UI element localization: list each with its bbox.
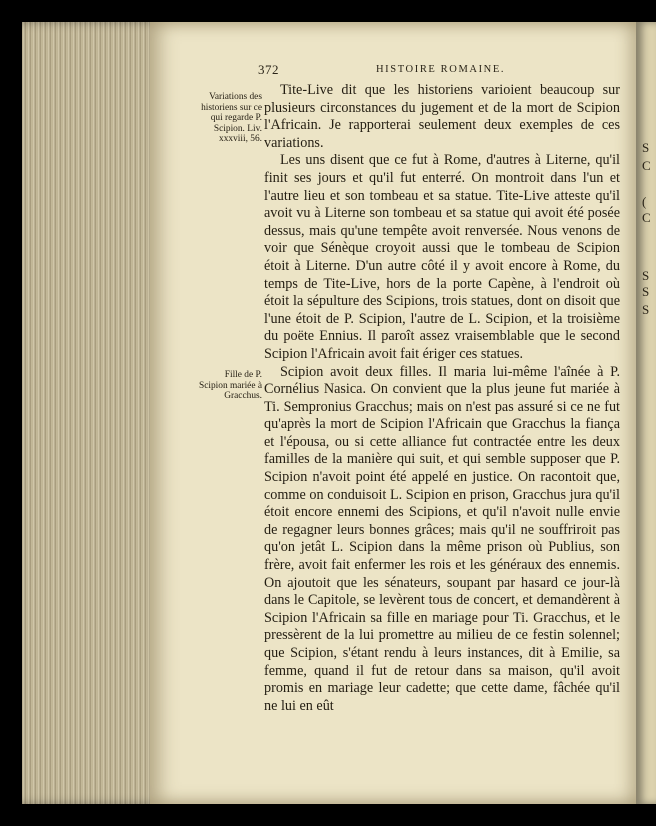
- facing-page-letter: S: [642, 284, 650, 299]
- body-text: [264, 82, 620, 715]
- facing-page-letter: (: [642, 194, 647, 209]
- facing-page-letter: C: [642, 210, 651, 225]
- page-header: [258, 62, 620, 80]
- facing-page-letter: S: [642, 302, 650, 317]
- facing-page-letter: S: [642, 268, 650, 283]
- margin-note: Variations des historiens sur ce qui regarde P. Scipion. Liv. xxxviii, 56.: [201, 92, 262, 145]
- paragraph: Les uns disent que ce fut à Rome, d'autres à Literne, qu'il finit ses jours et qu'il fut enterré. On montroit dans l'un et l'autre lieu et son tombeau et sa statue. Tite-Live atteste qu'il avoit vu à Literne son tombeau et sa statue qui avoit été posée dessus, mais qu'une tempête avoit renversée. Nous venons de voir que Sénèque croyoit aussi que le tombeau de Scipion étoit à Literne. D'un autre côté il y avoit encore à Rome, du temps de Tite-Live, hors de la porte Capène, à l'endroit où étoit la sépulture des Scipions, trois statues, dont on disoit que l'une étoit de P. Scipion, l'autre de L. Scipion, et la troisième du poëte Ennius. Il paroît assez vraisemblable que le second Scipion l'Africain avoit fait ériger ces statues.: [264, 152, 620, 362]
- facing-page-letter: C: [642, 158, 651, 173]
- paragraph: Scipion avoit deux filles. Il maria lui-même l'aînée à P. Cornélius Nasica. On convient que la plus jeune fut mariée à Ti. Sempronius Gracchus; mais on n'est pas assuré si ce ne fut qu'après la mort de Scipion l'Africain que Gracchus la fiança et l'épousa, ou si cette alliance fut contractée entre les deux familles de la manière qui suit, et qui semble supposer que P. Scipion n'avoit point été appelé en justice. On racontoit que, comme on conduisoit L. Scipion en prison, Gracchus jura qu'il étoit encore ennemi des Scipions, et qu'il n'avoit nulle envie de regagner leurs bonnes grâces; mais qu'il ne souffriroit pas qu'on jetât L. Scipion dans la même prison où Publius, son frère, avoit fait enfermer les rois et les généraux des ennemis. On ajoutoit que les sénateurs, soupant par hasard ce jour-là dans le Capitole, se levèrent tous de concert, et demandèrent à Scipion l'Africain sa fille en mariage pour Ti. Gracchus, et le pressèrent de la lui promettre au milieu de ce festin solennel; que Scipion, s'étant rendu à leurs instances, dit à Emilie, sa femme, quand il fut de retour dans sa maison, qu'il avoit promis en mariage leur cadette; que cette dame, fâchée qu'il ne lui en eût: [264, 363, 620, 714]
- paragraph: Tite-Live dit que les historiens varioient beaucoup sur plusieurs circonstances du jugement et de la mort de Scipion l'Africain. Je rapporterai seulement deux exemples de ces variations.: [264, 82, 620, 151]
- page-edges: [22, 22, 162, 804]
- margin-note: Fille de P. Scipion mariée à Gracchus.: [199, 370, 262, 402]
- facing-page-letter: S: [642, 140, 650, 155]
- facing-page-edge: [636, 22, 656, 804]
- running-title: HISTOIRE ROMAINE.: [376, 64, 506, 75]
- page-number: 372: [258, 62, 279, 77]
